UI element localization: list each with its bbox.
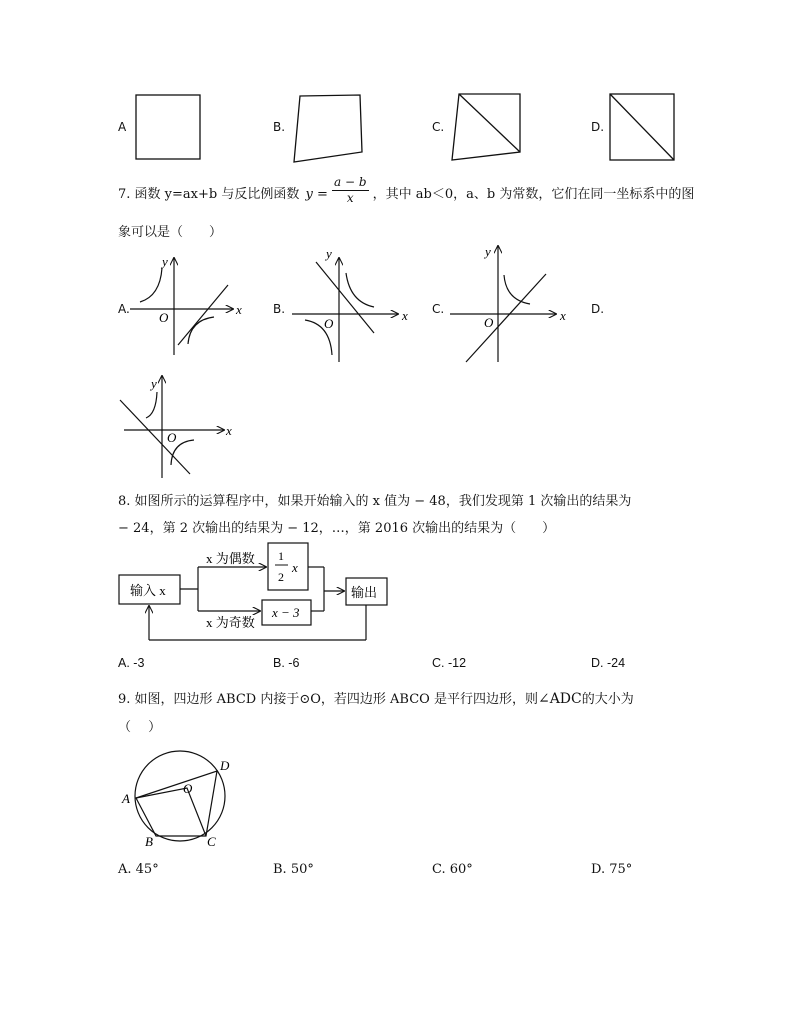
q9-option-c: C. 60° <box>432 862 473 877</box>
q7-stem-after: ，其中 ab＜0，a、b 为常数，它们在同一坐标系中的图 <box>372 187 695 202</box>
q8-option-c: C. -12 <box>432 656 467 670</box>
q7-c-axis-y: y <box>485 244 491 259</box>
q7-stem-line2: 象可以是（ ） <box>118 225 223 240</box>
q8-option-b: B. -6 <box>273 656 300 670</box>
q7-b-origin: O <box>324 316 334 331</box>
q8-stem-line1: 8. 如图所示的运算程序中，如果开始输入的 x 值为 − 48，我们发现第 1 次输出的结果为 <box>118 494 632 509</box>
q9-stem-after: 的大小为 <box>581 692 634 707</box>
q9-stem-before: 9. 如图，四边形 ABCD 内接于⊙O，若四边形 ABCO 是平行四边形，则 <box>118 692 538 707</box>
q7-stem-before: 7. 函数 y=ax+b 与反比例函数 <box>118 187 300 202</box>
q8-stem-line2: − 24，第 2 次输出的结果为 − 12，…，第 2016 次输出的结果为（ ） <box>118 521 556 536</box>
q7-fraction-denominator: x <box>346 191 354 205</box>
q6-option-a-label: A <box>118 120 127 134</box>
q7-option-d-label: D. <box>591 302 605 316</box>
q7-fraction-numerator: a − b <box>334 175 367 189</box>
q7-c-axis-x: x <box>560 308 566 323</box>
q8-flow-minus3: x − 3 <box>272 605 300 620</box>
q7-option-c-label: C. <box>432 302 445 316</box>
q9-point-o: O <box>183 781 193 796</box>
q7-lhs: y = <box>305 187 328 202</box>
q9-point-b: B <box>145 834 153 849</box>
q7-option-a-label: A. <box>118 302 130 316</box>
q7-b-axis-x: x <box>402 308 408 323</box>
q7-b-axis-y: y <box>326 246 332 261</box>
q7-a-axis-x: x <box>236 302 242 317</box>
q7-a-origin: O <box>159 310 169 325</box>
q9-option-b: B. 50° <box>273 862 314 877</box>
q6-option-c-label: C. <box>432 120 445 134</box>
q9-angle: ∠ADC <box>537 691 582 707</box>
q7-a-axis-y: y <box>162 254 168 269</box>
q7-d-origin: O <box>167 430 177 445</box>
q9-stem-line2: （ ） <box>118 720 162 735</box>
q8-flow-half-num: 1 <box>278 549 284 563</box>
q7-option-b-label: B. <box>273 302 286 316</box>
q9-point-c: C <box>207 834 216 849</box>
q8-option-a: A. -3 <box>118 656 145 670</box>
q8-flow-half-den: 2 <box>278 570 284 584</box>
q8-flow-even: x 为偶数 <box>206 551 255 566</box>
q9-point-a: A <box>122 791 130 806</box>
q6-option-b-label: B. <box>273 120 286 134</box>
q8-option-d: D. -24 <box>591 656 626 670</box>
q7-d-axis-y: y <box>151 376 157 391</box>
q7-d-axis-x: x <box>226 423 232 438</box>
q9-point-d: D <box>220 758 230 773</box>
q8-flow-half-var: x <box>292 560 298 575</box>
q8-flow-output: 输出 <box>351 585 378 600</box>
q6-option-d-label: D. <box>591 120 605 134</box>
q7-c-origin: O <box>484 315 494 330</box>
q9-option-a: A. 45° <box>118 862 159 877</box>
q8-flow-input: 输入 x <box>130 583 166 598</box>
q9-option-d: D. 75° <box>591 862 633 877</box>
q8-flow-odd: x 为奇数 <box>206 615 255 630</box>
